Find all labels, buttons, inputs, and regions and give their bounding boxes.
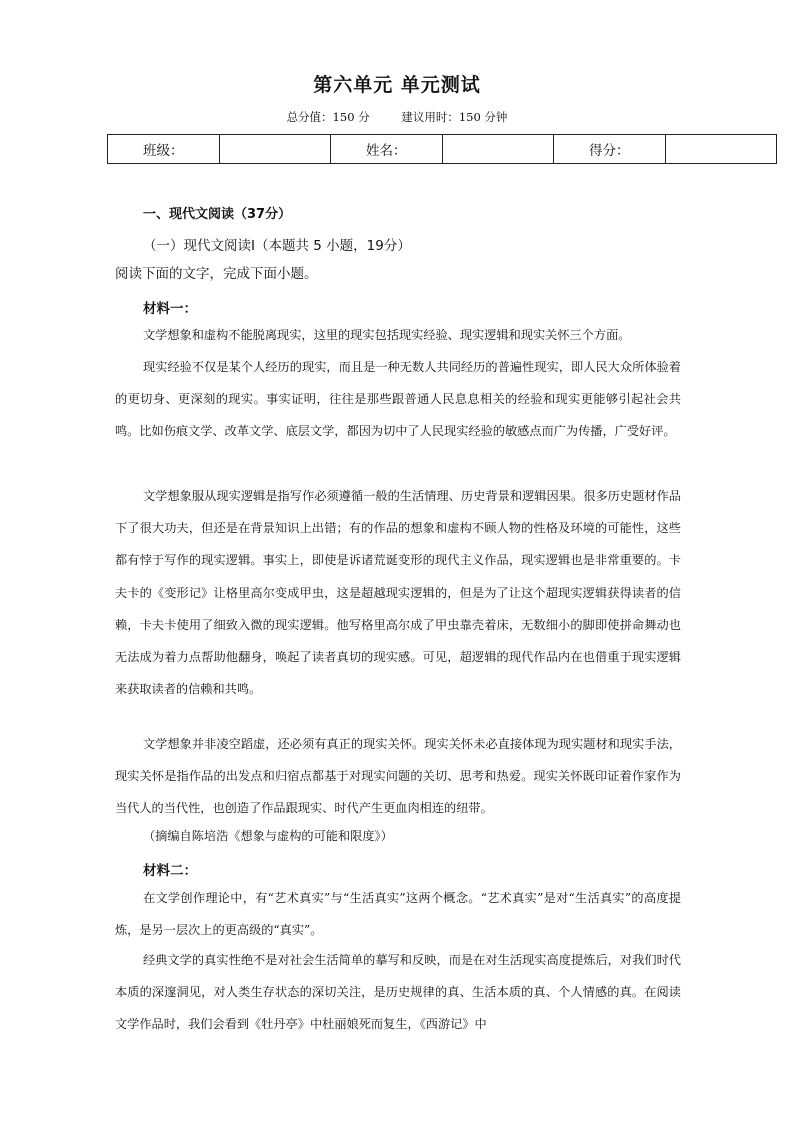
material1-source: （摘编自陈培浩《想象与虚构的可能和限度》）	[143, 829, 393, 843]
material1-paragraph: 现实经验不仅是某个人经历的现实，而且是一种无数人共同经历的普遍性现实，即人民大众所体验着的更切身、更深刻的现实。事实证明，往往是那些跟普通人民息息相关的经验和现实更能够引起社会共鸣。比如伤痕文学、改革文学、底层文学，都因为切中了人民现实经验的敏感点而广为传播，广受好评。	[115, 360, 681, 439]
material2-paragraph: 在文学创作理论中，有“艺术真实”与“生活真实”这两个概念。“艺术真实”是对“生活真实”的高度提炼，是另一层次上的更高级的“真实”。	[115, 891, 681, 938]
material2-paragraph: 经典文学的真实性绝不是对社会生活简单的摹写和反映，而是在对生活现实高度提炼后，对我们时代本质的深邃洞见，对人类生存状态的深切关注，是历史规律的真、生活本质的真、个人情感的真。在阅读文学作品时，我们会看到《牡丹亭》中杜丽娘死而复生，《西游记》中	[115, 953, 681, 1032]
sub-heading: （一）现代文阅读Ⅰ（本题共 5 小题，19分）	[143, 238, 411, 254]
material1-paragraph: 文学想象并非凌空蹈虚，还必须有真正的现实关怀。现实关怀未必直接体现为现实题材和现实手法，现实关怀是指作品的出发点和归宿点都基于对现实问题的关切、思考和热爱。现实关怀既印证着作家作为当代人的当代性，也创造了作品跟现实、时代产生更血肉相连的纽带。	[115, 737, 681, 816]
name-label: 姓名：	[331, 135, 443, 164]
name-field[interactable]	[442, 135, 554, 164]
page-title: 第六单元 单元测试	[313, 74, 481, 96]
reading-instruction: 阅读下面的文字，完成下面小题。	[115, 266, 318, 282]
material1-label: 材料一：	[143, 301, 197, 317]
score-field[interactable]	[665, 135, 777, 164]
total-score: 总分值：150 分	[286, 110, 370, 124]
student-info-table	[107, 134, 777, 164]
exam-meta	[0, 109, 794, 125]
score-label: 得分：	[554, 135, 666, 164]
suggested-time: 建议用时：150 分钟	[401, 110, 508, 124]
section-heading: 一、现代文阅读（37分）	[143, 207, 292, 222]
material1-paragraph: 文学想象和虚构不能脱离现实，这里的现实包括现实经验、现实逻辑和现实关怀三个方面。	[143, 328, 631, 342]
material1-paragraph: 文学想象服从现实逻辑是指写作必须遵循一般的生活情理、历史背景和逻辑因果。很多历史题材作品下了很大功夫，但还是在背景知识上出错；有的作品的想象和虚构不顾人物的性格及环境的可能性，这些都有悖于写作的现实逻辑。事实上，即使是诉诸荒诞变形的现代主义作品，现实逻辑也是非常重要的。卡夫卡的《变形记》让格里高尔变成甲虫，这是超越现实逻辑的，但是为了让这个超现实逻辑获得读者的信赖，卡夫卡使用了细致入微的现实逻辑。他写格里高尔成了甲虫靠壳着床，无数细小的脚即使拼命舞动也无法成为着力点帮助他翻身，唤起了读者真切的现实感。可见，超逻辑的现代作品内在也借重于现实逻辑来获取读者的信赖和共鸣。	[115, 489, 681, 697]
material2-label: 材料二：	[143, 863, 197, 879]
class-label: 班级：	[108, 135, 220, 164]
class-field[interactable]	[219, 135, 331, 164]
